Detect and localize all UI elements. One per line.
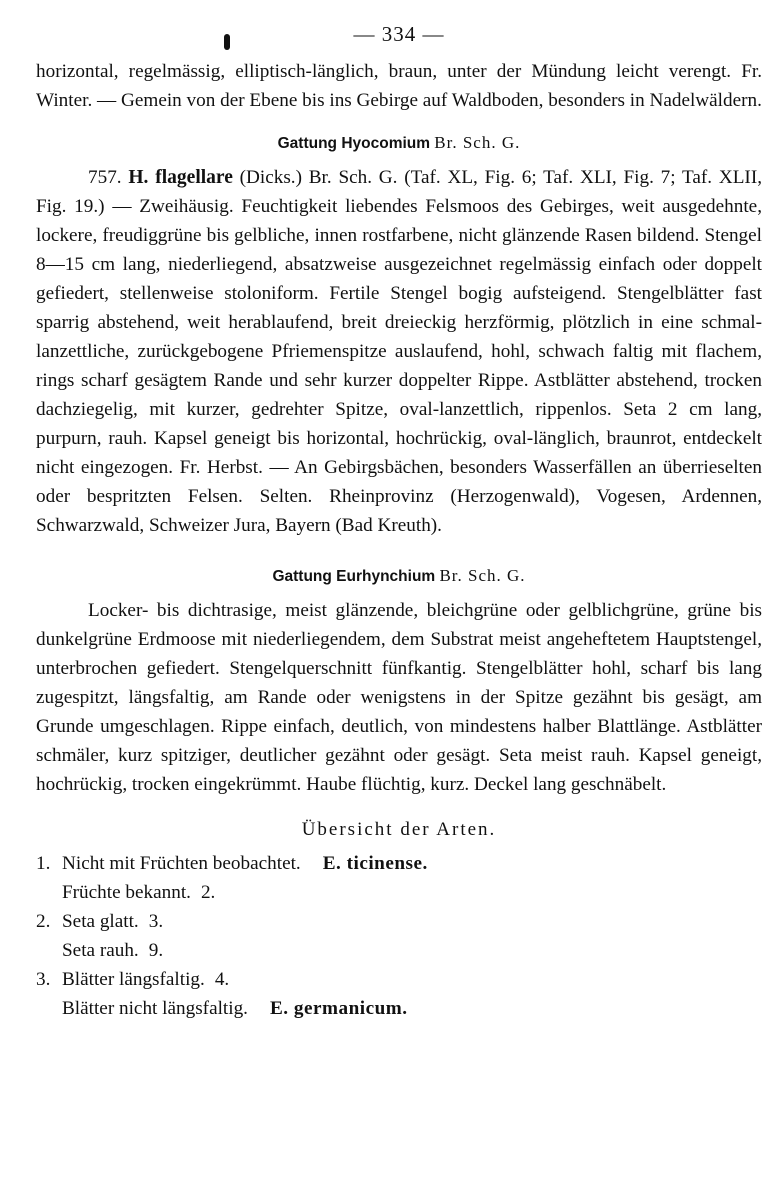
key-text: Blätter nicht längsfaltig. [62,998,248,1019]
genus-name: Gattung Eurhynchium [272,568,436,585]
page-header [36,22,762,47]
key-line [36,936,762,965]
key-text: Früchte bekannt. [62,882,191,903]
key-text: Seta rauh. [62,940,139,961]
genus-heading-hyocomium [36,133,762,153]
key-line [36,878,762,907]
key-number: 1. [36,853,51,874]
key-line [36,994,762,1023]
genus-description: Locker- bis dichtrasige, meist glänzende, bleichgrüne oder gelblichgrüne, grüne bis dunkelgrüne Erdmoose mit niederliegendem, dem Substrat meist angeheftetem Hauptstengel, unterbrochen gefiedert. Stengelquerschnitt fünfkantig. Stengelblätter hohl, scharf bis lang zugespitzt, längsfaltig, am Rande oder wenigstens in der Spitze gezähnt bis gesägt, am Grunde umgeschlagen. Rippe einfach, deutlich, von mindestens halber Blattlänge. Astblätter schmäler, kurz spitziger, deutlicher gezähnt oder gesägt. Seta meist rauh. Kapsel geneigt, hochrückig, trocken eingekrümmt. Haube flüchtig, kurz. Deckel lang geschnäbelt. [36,600,762,795]
key-target: 9. [148,940,164,961]
key-line [36,849,762,878]
intro-paragraph: horizontal, regelmässig, elliptisch-länglich, braun, unter der Mündung leicht verengt. Fr. Winter. — Gemein von der Ebene bis ins Gebirge auf Waldboden, besonders in Nadelwäldern. [36,61,762,111]
genus-name: Gattung Hyocomium [277,135,431,152]
overview-title: Übersicht der Arten. [301,819,497,840]
species-number: 757. [88,167,122,188]
key-line [36,965,762,994]
document-page [36,22,762,1023]
ink-blot [224,34,230,50]
genus-authority: Br. Sch. G. [439,566,526,585]
genus-heading-eurhynchium [36,566,762,586]
key-result: E. ticinense. [322,853,428,874]
key-line [36,907,762,936]
genus-authority: Br. Sch. G. [434,133,521,152]
key-result: E. germanicum. [269,998,408,1019]
key-text: Seta glatt. [62,911,139,932]
key-number: 2. [36,911,51,932]
species-key [36,849,762,1023]
key-text: Nicht mit Früchten beobachtet. [62,853,301,874]
key-target: 3. [148,911,164,932]
key-target: 2. [200,882,216,903]
species-description: (Dicks.) Br. Sch. G. (Taf. XL, Fig. 6; Taf. XLI, Fig. 7; Taf. XLII, Fig. 19.) — Zweihäusig. Feuchtigkeit liebendes Felsmoos des Gebirges, weit ausgedehnte, lockere, freudiggrüne bis gelbliche, innen rostfarbene, nicht glänzende Rasen bildend. Stengel 8—15 cm lang, niederliegend, absatzweise ausgezeichnet regelmässig einfach oder doppelt gefiedert, stellenweise stoloniform. Fertile Stengel bogig aufsteigend. Stengelblätter fast sparrig abstehend, weit herablaufend, breit dreieckig herzförmig, plötzlich in eine schmal-lanzettliche, zurückgebogene Pfriemenspitze auslaufend, hohl, schwach faltig mit flachem, rings scharf gesägtem Rande und sehr kurzer doppelter Rippe. Astblätter abstehend, trocken dachziegelig, mit kurzer, gedrehter Spitze, oval-lanzettlich, rippenlos. Seta 2 cm lang, purpurn, rauh. Kapsel geneigt bis horizontal, hochrückig, oval-länglich, braunrot, entdeckelt nicht eingezogen. Fr. Herbst. — An Gebirgsbächen, besonders Wasserfällen an überrieselten oder bespritzten Felsen. Selten. Rheinprovinz (Herzogenwald), Vogesen, Ardennen, Schwarzwald, Schweizer Jura, Bayern (Bad Kreuth). [36,167,763,536]
species-757-paragraph [36,163,762,540]
key-number: 3. [36,969,51,990]
key-target: 4. [214,969,230,990]
species-name: H. flagellare [128,167,233,188]
page-number: — 334 — [353,22,445,46]
key-text: Blätter längsfaltig. [62,969,205,990]
